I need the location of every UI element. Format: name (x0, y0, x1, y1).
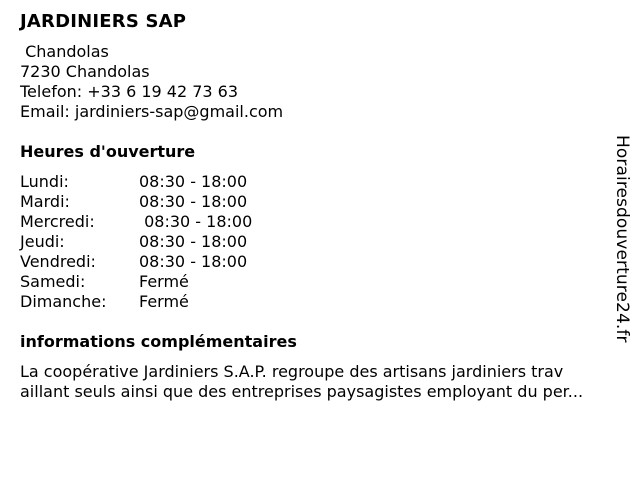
address-line-2: 7230 Chandolas (20, 62, 150, 81)
day-hours: 08:30 - 18:00 (139, 232, 248, 251)
day-label: Vendredi: (20, 252, 96, 271)
hours-row-lundi (20, 172, 624, 192)
additional-info-heading: informations complémentaires (20, 332, 297, 351)
description-line-1: La coopérative Jardiniers S.A.P. regroupe des artisans jardiniers trav (20, 362, 564, 381)
site-watermark: Horairesdouverture24.fr (612, 135, 632, 343)
day-label: Jeudi: (20, 232, 65, 251)
day-hours: 08:30 - 18:00 (139, 212, 253, 231)
hours-row-mercredi (20, 212, 624, 232)
hours-row-dimanche (20, 292, 624, 312)
opening-hours-list (20, 172, 624, 312)
day-hours: 08:30 - 18:00 (139, 192, 248, 211)
day-hours: Fermé (139, 292, 189, 311)
hours-row-jeudi (20, 232, 624, 252)
day-hours: 08:30 - 18:00 (139, 172, 248, 191)
business-card (20, 10, 624, 402)
hours-row-mardi (20, 192, 624, 212)
hours-row-vendredi (20, 252, 624, 272)
description-line-2: aillant seuls ainsi que des entreprises paysagistes employant du per... (20, 382, 584, 401)
day-label: Mardi: (20, 192, 70, 211)
email-address: Email: jardiniers-sap@gmail.com (20, 102, 284, 121)
day-label: Mercredi: (20, 212, 95, 231)
address-line-1: Chandolas (20, 42, 109, 61)
day-label: Dimanche: (20, 292, 107, 311)
day-hours: 08:30 - 18:00 (139, 252, 248, 271)
business-description (20, 362, 620, 402)
opening-hours-heading: Heures d'ouverture (20, 142, 196, 161)
day-label: Lundi: (20, 172, 69, 191)
business-name: JARDINIERS SAP (20, 11, 187, 32)
phone-number: Telefon: +33 6 19 42 73 63 (20, 82, 239, 101)
day-hours: Fermé (139, 272, 189, 291)
hours-row-samedi (20, 272, 624, 292)
day-label: Samedi: (20, 272, 86, 291)
